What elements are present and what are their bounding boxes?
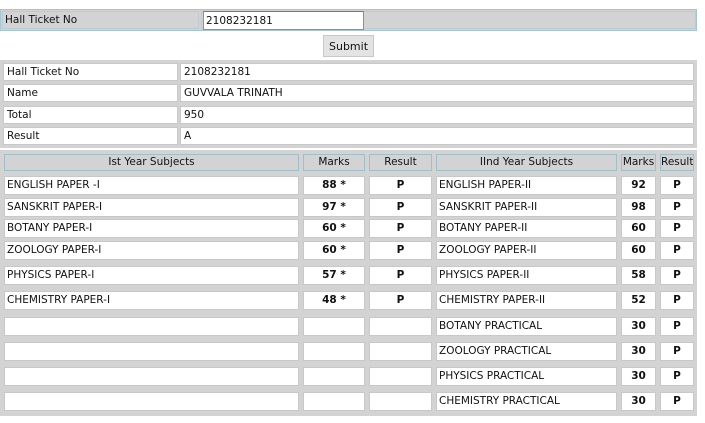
info-row-hall-ticket <box>0 63 697 83</box>
info-row-result <box>0 127 697 147</box>
first-year-marks-cell <box>303 342 365 361</box>
first-year-result-cell <box>369 392 432 411</box>
first-year-result-cell: P <box>369 176 432 195</box>
header-first-year-subjects: Ist Year Subjects <box>4 154 299 171</box>
info-label: Result <box>3 127 178 145</box>
header-first-year-result: Result <box>369 154 432 171</box>
first-year-subject-cell: CHEMISTRY PAPER-I <box>4 291 299 310</box>
first-year-subject-cell <box>4 367 299 386</box>
info-value: GUVVALA TRINATH <box>180 84 694 102</box>
second-year-marks-cell: 52 <box>621 291 656 310</box>
second-year-result-cell: P <box>660 219 694 238</box>
info-row-total <box>0 106 697 126</box>
second-year-subject-cell: BOTANY PRACTICAL <box>436 317 617 336</box>
marks-table <box>0 150 697 416</box>
hall-ticket-label: Hall Ticket No <box>2 11 199 29</box>
submit-button[interactable]: Submit <box>323 35 374 57</box>
first-year-marks-cell: 48 * <box>303 291 365 310</box>
first-year-marks-cell <box>303 392 365 411</box>
second-year-marks-cell: 58 <box>621 266 656 285</box>
first-year-result-cell: P <box>369 291 432 310</box>
first-year-result-cell <box>369 367 432 386</box>
second-year-marks-cell: 30 <box>621 367 656 386</box>
second-year-subject-cell: ZOOLOGY PRACTICAL <box>436 342 617 361</box>
first-year-marks-cell: 57 * <box>303 266 365 285</box>
first-year-marks-cell <box>303 317 365 336</box>
first-year-result-cell: P <box>369 266 432 285</box>
first-year-marks-cell: 97 * <box>303 198 365 217</box>
first-year-subject-cell <box>4 392 299 411</box>
second-year-result-cell: P <box>660 198 694 217</box>
second-year-result-cell: P <box>660 392 694 411</box>
second-year-marks-cell: 98 <box>621 198 656 217</box>
first-year-subject-cell <box>4 317 299 336</box>
header-second-year-result: Result <box>660 154 694 171</box>
first-year-subject-cell <box>4 342 299 361</box>
header-second-year-marks: Marks <box>621 154 656 171</box>
first-year-subject-cell: ENGLISH PAPER -I <box>4 176 299 195</box>
first-year-subject-cell: BOTANY PAPER-I <box>4 219 299 238</box>
second-year-subject-cell: ZOOLOGY PAPER-II <box>436 241 617 260</box>
first-year-marks-cell: 60 * <box>303 219 365 238</box>
info-value: A <box>180 127 694 145</box>
info-label: Hall Ticket No <box>3 63 178 81</box>
info-value: 950 <box>180 106 694 124</box>
second-year-marks-cell: 60 <box>621 241 656 260</box>
info-label: Total <box>3 106 178 124</box>
info-value: 2108232181 <box>180 63 694 81</box>
second-year-subject-cell: BOTANY PAPER-II <box>436 219 617 238</box>
first-year-subject-cell: SANSKRIT PAPER-I <box>4 198 299 217</box>
first-year-marks-cell: 60 * <box>303 241 365 260</box>
second-year-subject-cell: PHYSICS PAPER-II <box>436 266 617 285</box>
second-year-marks-cell: 60 <box>621 219 656 238</box>
second-year-marks-cell: 30 <box>621 342 656 361</box>
first-year-result-cell <box>369 342 432 361</box>
second-year-result-cell: P <box>660 342 694 361</box>
first-year-subject-cell: ZOOLOGY PAPER-I <box>4 241 299 260</box>
first-year-result-cell <box>369 317 432 336</box>
second-year-result-cell: P <box>660 176 694 195</box>
student-info-panel <box>0 60 697 148</box>
first-year-result-cell: P <box>369 219 432 238</box>
second-year-subject-cell: CHEMISTRY PAPER-II <box>436 291 617 310</box>
first-year-result-cell: P <box>369 198 432 217</box>
second-year-marks-cell: 30 <box>621 317 656 336</box>
header-first-year-marks: Marks <box>303 154 365 171</box>
second-year-subject-cell: PHYSICS PRACTICAL <box>436 367 617 386</box>
second-year-marks-cell: 92 <box>621 176 656 195</box>
first-year-marks-cell <box>303 367 365 386</box>
second-year-subject-cell: SANSKRIT PAPER-II <box>436 198 617 217</box>
second-year-result-cell: P <box>660 317 694 336</box>
second-year-subject-cell: CHEMISTRY PRACTICAL <box>436 392 617 411</box>
hall-ticket-input[interactable] <box>203 11 364 30</box>
second-year-result-cell: P <box>660 291 694 310</box>
second-year-subject-cell: ENGLISH PAPER-II <box>436 176 617 195</box>
first-year-subject-cell: PHYSICS PAPER-I <box>4 266 299 285</box>
second-year-result-cell: P <box>660 266 694 285</box>
header-second-year-subjects: IInd Year Subjects <box>436 154 617 171</box>
info-row-name <box>0 84 697 104</box>
second-year-result-cell: P <box>660 241 694 260</box>
info-label: Name <box>3 84 178 102</box>
first-year-marks-cell: 88 * <box>303 176 365 195</box>
first-year-result-cell: P <box>369 241 432 260</box>
second-year-marks-cell: 30 <box>621 392 656 411</box>
second-year-result-cell: P <box>660 367 694 386</box>
